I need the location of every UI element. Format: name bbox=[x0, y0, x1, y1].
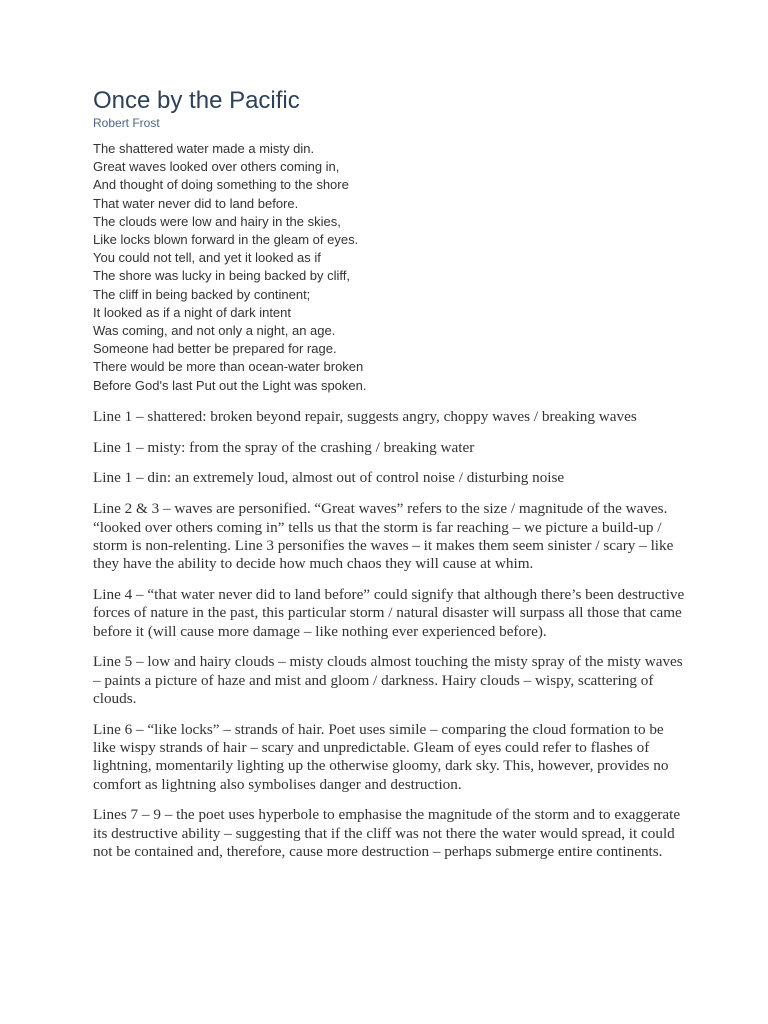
poem-line: The cliff in being backed by continent; bbox=[93, 286, 311, 302]
poem-text bbox=[93, 140, 688, 395]
poem-line: Like locks blown forward in the gleam of eyes. bbox=[93, 232, 359, 248]
poem-line: It looked as if a night of dark intent bbox=[93, 304, 292, 320]
analysis-note: Line 1 – shattered: broken beyond repair, suggests angry, choppy waves / breaking waves bbox=[93, 407, 637, 425]
analysis-note: Line 1 – din: an extremely loud, almost out of control noise / disturbing noise bbox=[93, 469, 565, 487]
analysis-notes bbox=[93, 408, 688, 861]
analysis-note: Line 4 – “that water never did to land before” could signify that although there’s been destructive forces of nature in the past, this particular storm / natural disaster will surpass all those that came before it (will cause more damage – like nothing ever experienced before). bbox=[93, 585, 685, 640]
poem-line: The clouds were low and hairy in the skies, bbox=[93, 213, 341, 229]
poem-line: Before God's last Put out the Light was spoken. bbox=[93, 377, 367, 393]
poem-line: And thought of doing something to the shore bbox=[93, 177, 349, 193]
poem-line: There would be more than ocean-water broken bbox=[93, 359, 364, 375]
poem-line: Great waves looked over others coming in, bbox=[93, 159, 340, 175]
poem-line: Someone had better be prepared for rage. bbox=[93, 341, 337, 357]
document-title: Once by the Pacific bbox=[93, 87, 300, 114]
poem-line: You could not tell, and yet it looked as if bbox=[93, 250, 321, 266]
analysis-note: Line 1 – misty: from the spray of the crashing / breaking water bbox=[93, 438, 475, 456]
author-name: Robert Frost bbox=[93, 116, 160, 130]
analysis-note: Line 6 – “like locks” – strands of hair. Poet uses simile – comparing the cloud formation to be like wispy strands of hair – scary and unpredictable. Gleam of eyes could refer to flashes of lightning, momentarily lighting up the otherwise gloomy, dark sky. This, however, provides no comfort as lightning also symbolises danger and destruction. bbox=[93, 720, 669, 793]
analysis-note: Line 5 – low and hairy clouds – misty clouds almost touching the misty spray of the misty waves – paints a picture of haze and mist and gloom / darkness. Hairy clouds – wispy, scattering of clouds. bbox=[93, 653, 683, 707]
analysis-note: Line 2 & 3 – waves are personified. “Great waves” refers to the size / magnitude of the waves. “looked over others coming in” tells us that the storm is far reaching – we picture a build-up / storm is non-relenting. Line 3 personifies the waves – it makes them seem sinister / scary – like they have the ability to decide how much chaos they will cause at whim. bbox=[93, 500, 674, 573]
poem-line: The shore was lucky in being backed by cliff, bbox=[93, 268, 351, 284]
poem-line: The shattered water made a misty din. bbox=[93, 141, 315, 156]
poem-line: Was coming, and not only a night, an age. bbox=[93, 323, 336, 339]
poem-line: That water never did to land before. bbox=[93, 195, 299, 211]
analysis-note: Lines 7 – 9 – the poet uses hyperbole to emphasise the magnitude of the storm and to exaggerate its destructive ability – suggesting that if the cliff was not there the water would spread, it could not be contained and, therefore, cause more destruction – perhaps submerge entire continents. bbox=[93, 806, 681, 860]
